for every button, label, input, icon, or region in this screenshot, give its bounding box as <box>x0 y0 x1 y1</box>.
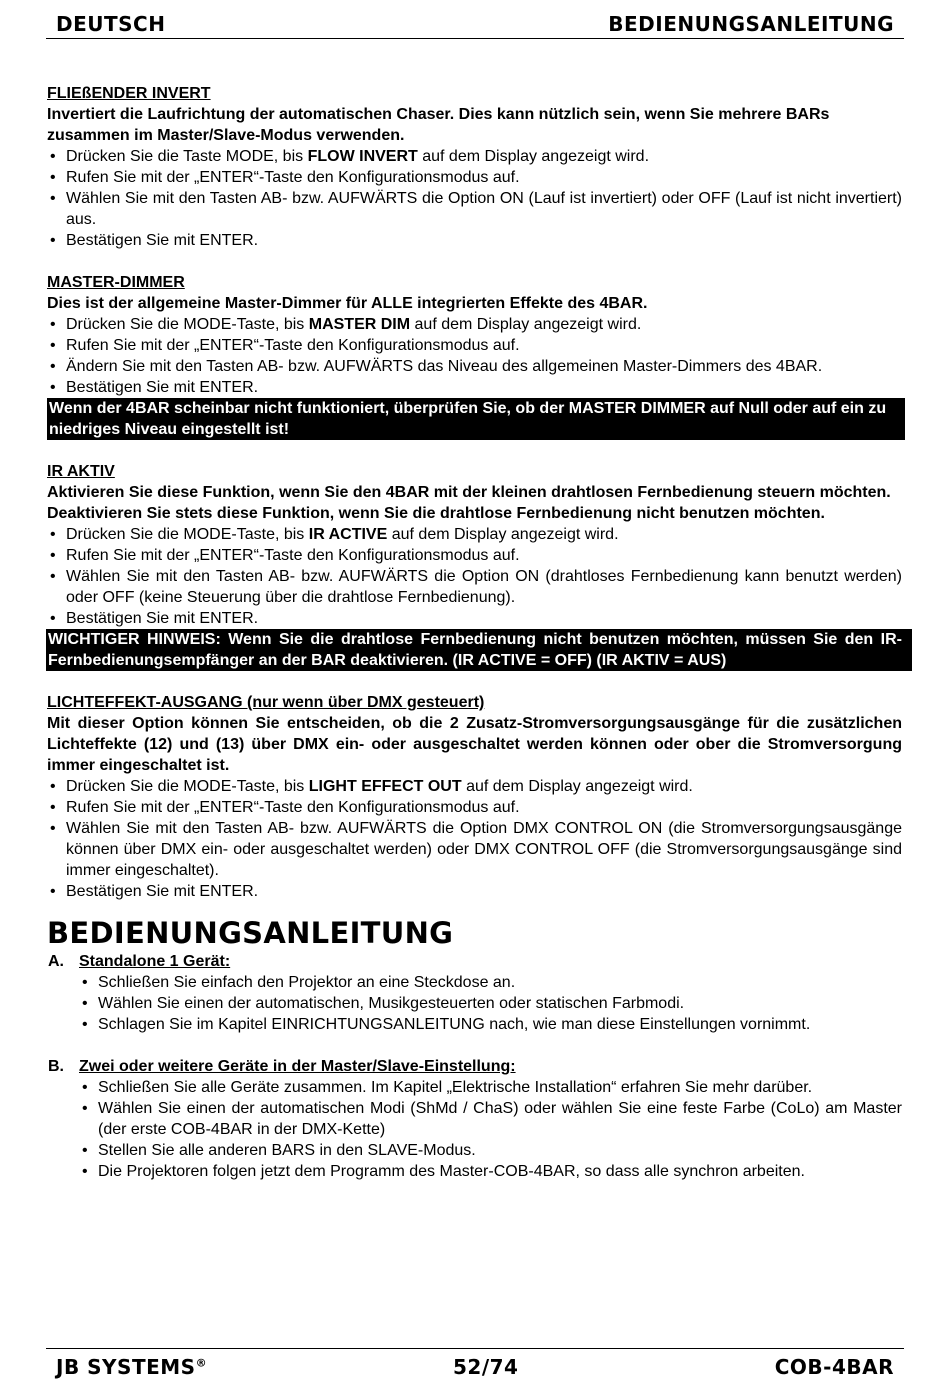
list-item: • Wählen Sie mit den Tasten AB- bzw. AUFWÄRTS die Option ON (Lauf ist invertiert) oder OFF (Lauf ist nicht invertiert) aus. <box>47 188 902 230</box>
subsection-heading-b <box>47 1056 902 1077</box>
list-item: • Schließen Sie einfach den Projektor an eine Steckdose an. <box>79 972 902 993</box>
section-intro: Dies ist der allgemeine Master-Dimmer für ALLE integrierten Effekte des 4BAR. <box>47 295 648 312</box>
section-intro: Mit dieser Option können Sie entscheiden, ob die 2 Zusatz-Stromversorgungsausgänge für die zusätzlichen Lichteffekte (12) und (13) über DMX ein- oder ausgeschaltet werden können oder ober die Stromversorgung immer eingeschaltet ist. <box>47 715 902 774</box>
bullet-list <box>47 146 902 251</box>
header-title: BEDIENUNGSANLEITUNG <box>608 12 894 36</box>
page-content <box>47 83 902 1182</box>
list-item: • Wählen Sie mit den Tasten AB- bzw. AUFWÄRTS die Option DMX CONTROL ON (die Stromversorgungsausgänge können über DMX ein- oder ausgeschaltet werden) oder DMX CONTROL OFF (die Stromversorgungsausgänge sind immer eingeschaltet). <box>47 818 902 881</box>
list-item: • Rufen Sie mit der „ENTER“-Taste den Konfigurationsmodus auf. <box>47 797 902 818</box>
list-item: • Drücken Sie die MODE-Taste, bis LIGHT EFFECT OUT auf dem Display angezeigt wird. <box>47 776 902 797</box>
list-item: • Drücken Sie die MODE-Taste, bis MASTER DIM auf dem Display angezeigt wird. <box>47 314 902 335</box>
list-item: • Rufen Sie mit der „ENTER“-Taste den Konfigurationsmodus auf. <box>47 545 902 566</box>
section-intro: Aktivieren Sie diese Funktion, wenn Sie den 4BAR mit der kleinen drahtlosen Fernbedienung steuern möchten. <box>47 484 891 501</box>
bullet-list <box>47 314 902 398</box>
list-item: • Drücken Sie die MODE-Taste, bis IR ACTIVE auf dem Display angezeigt wird. <box>47 524 902 545</box>
bullet-list <box>47 972 902 1035</box>
subsection-title: Standalone 1 Gerät: <box>79 953 231 970</box>
list-item: • Rufen Sie mit der „ENTER“-Taste den Konfigurationsmodus auf. <box>47 167 902 188</box>
footer-brand: JB SYSTEMS® <box>56 1355 208 1379</box>
page-footer <box>46 1348 904 1383</box>
list-item: • Bestätigen Sie mit ENTER. <box>47 881 902 902</box>
list-item: • Schließen Sie alle Geräte zusammen. Im Kapitel „Elektrische Installation“ erfahren Sie mehr darüber. <box>79 1077 902 1098</box>
registered-mark: ® <box>195 1356 208 1370</box>
list-item: • Schlagen Sie im Kapitel EINRICHTUNGSANLEITUNG nach, wie man diese Einstellungen vornimmt. <box>79 1014 902 1035</box>
main-heading: BEDIENUNGSANLEITUNG <box>47 916 454 950</box>
bullet-list <box>47 524 902 629</box>
important-notice-box: WICHTIGER HINWEIS: Wenn Sie die drahtlose Fernbedienung nicht benutzen möchten, müssen Sie den IR-Fernbedienungsempfänger an der BAR deaktivieren. (IR ACTIVE = OFF) (IR AKTIV = AUS) <box>46 629 912 671</box>
subsection-title: Zwei oder weitere Geräte in der Master/Slave-Einstellung: <box>79 1058 516 1075</box>
list-item: • Drücken Sie die Taste MODE, bis FLOW INVERT auf dem Display angezeigt wird. <box>47 146 902 167</box>
section-title-master-dimmer: MASTER-DIMMER <box>47 274 185 291</box>
subsection-letter: A. <box>48 953 64 970</box>
footer-model: COB-4BAR <box>774 1355 894 1379</box>
list-item: • Rufen Sie mit der „ENTER“-Taste den Konfigurationsmodus auf. <box>47 335 902 356</box>
section-title-light-effect-out: LICHTEFFEKT-AUSGANG (nur wenn über DMX gesteuert) <box>47 694 485 711</box>
list-item: • Die Projektoren folgen jetzt dem Programm des Master-COB-4BAR, so dass alle synchron arbeiten. <box>79 1161 902 1182</box>
list-item: • Stellen Sie alle anderen BARS in den SLAVE-Modus. <box>79 1140 902 1161</box>
list-item: • Wählen Sie mit den Tasten AB- bzw. AUFWÄRTS die Option ON (drahtloses Fernbedienung kann benutzt werden) oder OFF (keine Steuerung über die drahtlose Fernbedienung). <box>47 566 902 608</box>
page-number: 52/74 <box>453 1355 519 1379</box>
section-title-ir-active: IR AKTIV <box>47 463 115 480</box>
section-intro: Invertiert die Laufrichtung der automatischen Chaser. Dies kann nützlich sein, wenn Sie mehrere BARs zusammen im Master/Slave-Modus verwenden. <box>47 106 830 144</box>
subsection-heading-a <box>47 951 902 972</box>
section-title-flow-invert: FLIEßENDER INVERT <box>47 85 211 102</box>
bullet-list <box>47 776 902 902</box>
list-item: • Bestätigen Sie mit ENTER. <box>47 230 902 251</box>
list-item: • Bestätigen Sie mit ENTER. <box>47 608 902 629</box>
bullet-list <box>47 1077 902 1182</box>
list-item: • Bestätigen Sie mit ENTER. <box>47 377 902 398</box>
page-header <box>46 8 904 39</box>
list-item: • Wählen Sie einen der automatischen, Musikgesteuerten oder statischen Farbmodi. <box>79 993 902 1014</box>
header-language: DEUTSCH <box>56 12 166 36</box>
section-intro: Deaktivieren Sie stets diese Funktion, wenn Sie die drahtlose Fernbedienung nicht benutzen möchten. <box>47 505 825 522</box>
warning-box: Wenn der 4BAR scheinbar nicht funktioniert, überprüfen Sie, ob der MASTER DIMMER auf Null oder auf ein zu niedriges Niveau eingestellt ist! <box>47 398 905 440</box>
list-item: • Ändern Sie mit den Tasten AB- bzw. AUFWÄRTS das Niveau des allgemeinen Master-Dimmers des 4BAR. <box>47 356 902 377</box>
subsection-letter: B. <box>48 1058 64 1075</box>
list-item: • Wählen Sie einen der automatischen Modi (ShMd / ChaS) oder wählen Sie eine feste Farbe (CoLo) am Master (der erste COB-4BAR in der DMX-Kette) <box>79 1098 902 1140</box>
